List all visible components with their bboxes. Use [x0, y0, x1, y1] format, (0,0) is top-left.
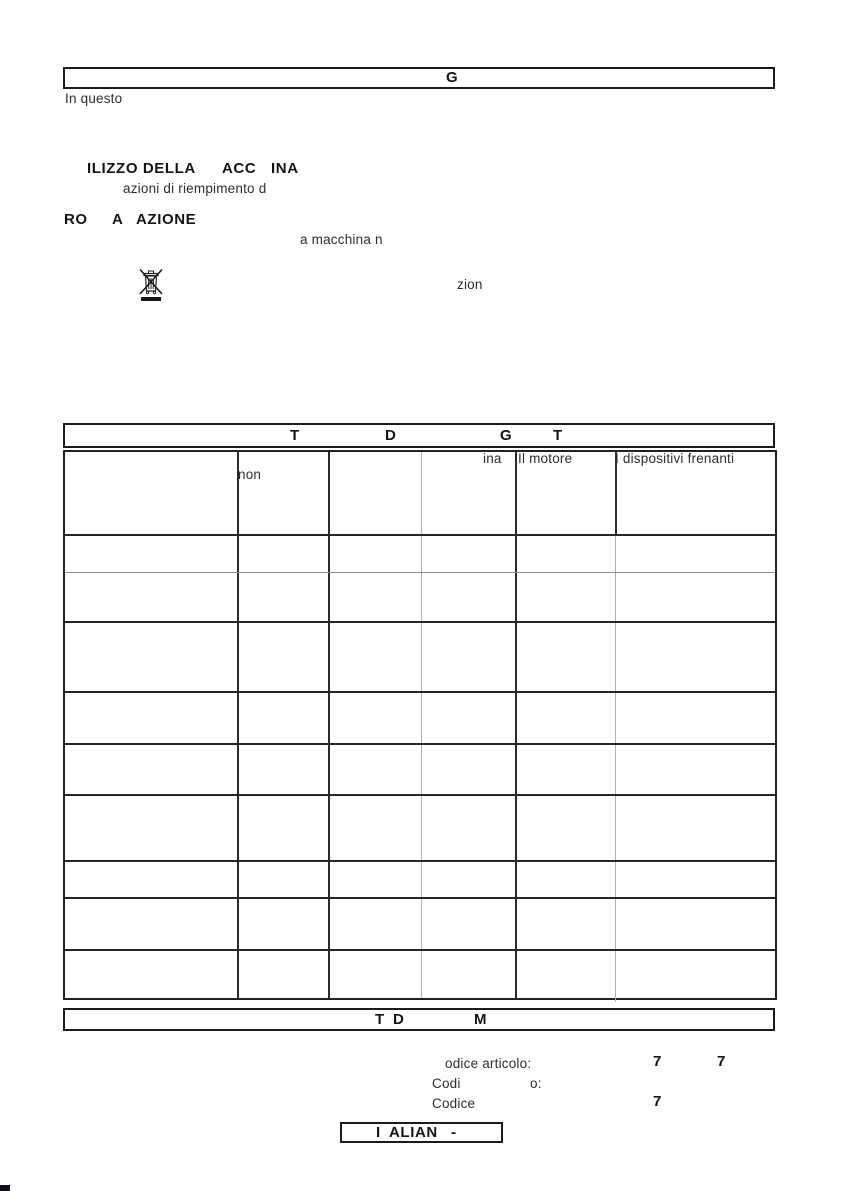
code-value: 7	[653, 1093, 662, 1110]
tech-header-box	[63, 1008, 775, 1031]
rottamazione-title-fragment: RO	[64, 211, 88, 228]
usage-title-fragment: INA	[271, 160, 299, 177]
table-header-cell-text: Il motore	[518, 451, 573, 466]
language-box-text-fragment: ALIAN	[389, 1124, 438, 1141]
code-line-label: odice articolo:	[445, 1056, 532, 1071]
rottamazione-body-line: a macchina n	[300, 232, 383, 247]
table-header-cell-text: I dispositivi frenanti	[615, 451, 735, 466]
code-line-label: o:	[530, 1076, 542, 1091]
diagnostics-header-box	[63, 423, 775, 448]
rottamazione-title-fragment: A	[112, 211, 124, 228]
table-header-cell-text: non	[238, 467, 262, 482]
code-line-label: Codi	[432, 1076, 461, 1091]
weee-crossed-out-wheelie-bin-icon	[136, 267, 166, 305]
language-box-text-fragment: -	[451, 1124, 457, 1141]
diagnostics-header-letter: G	[500, 427, 513, 444]
table-column-divider	[615, 534, 616, 1002]
code-value: 7	[717, 1053, 726, 1070]
table-header-cell-text: ina	[483, 451, 502, 466]
table-row-divider	[65, 949, 775, 951]
code-value: 7	[653, 1053, 662, 1070]
usage-body-line: azioni di riempimento d	[123, 181, 267, 196]
table-row-divider	[65, 534, 775, 536]
table-row-divider	[65, 897, 775, 899]
usage-title-fragment: ACC	[222, 160, 257, 177]
tech-header-letter: D	[393, 1011, 405, 1028]
diagnostics-header-letter: D	[385, 427, 397, 444]
code-line-label: Codice	[432, 1096, 476, 1111]
tech-header-letter: M	[474, 1011, 488, 1028]
top-header-box	[63, 67, 775, 89]
table-row-divider	[65, 572, 775, 573]
diagnostics-header-letter: T	[553, 427, 563, 444]
weee-caption-fragment: zion	[457, 277, 483, 292]
table-row-divider	[65, 691, 775, 693]
intro-text: In questo	[65, 91, 123, 106]
usage-title-fragment: ILIZZO DELLA	[87, 160, 196, 177]
table-row-divider	[65, 794, 775, 796]
diagnostics-header-letter: T	[290, 427, 300, 444]
table-row-divider	[65, 621, 775, 623]
top-header-letter: G	[446, 69, 459, 86]
rottamazione-title-fragment: AZIONE	[136, 211, 197, 228]
language-box-text-fragment: I	[376, 1124, 381, 1141]
tech-header-letter: T	[375, 1011, 385, 1028]
print-registration-mark	[0, 1185, 10, 1191]
troubleshooting-table	[63, 450, 777, 1000]
table-row-divider	[65, 860, 775, 862]
table-row-divider	[65, 743, 775, 745]
